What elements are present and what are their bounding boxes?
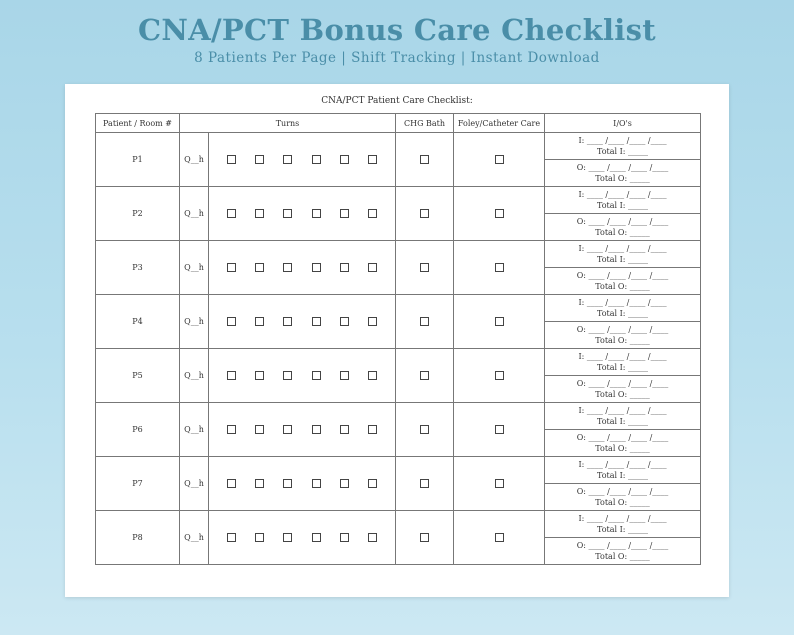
intake-line[interactable]: I: ____ /____ /____ /____ xyxy=(578,298,667,307)
page-subtitle: 8 Patients Per Page | Shift Tracking | Instant Download xyxy=(194,50,600,66)
turn-checkbox[interactable] xyxy=(283,371,292,380)
turns-cell xyxy=(209,295,396,349)
intake-total[interactable]: Total I: _____ xyxy=(597,471,649,480)
output-total[interactable]: Total O: _____ xyxy=(595,498,650,507)
intake-line[interactable]: I: ____ /____ /____ /____ xyxy=(578,514,667,523)
patient-id-cell xyxy=(96,187,180,241)
table-row xyxy=(96,295,701,349)
turns-cell xyxy=(209,457,396,511)
patient-id-cell xyxy=(96,133,180,187)
chg-bath-checkbox[interactable] xyxy=(420,317,429,326)
output-total[interactable]: Total O: _____ xyxy=(595,174,650,183)
turn-checkbox[interactable] xyxy=(340,155,349,164)
turn-checkbox[interactable] xyxy=(255,209,264,218)
chg-bath-checkbox[interactable] xyxy=(420,479,429,488)
patient-id-cell xyxy=(96,295,180,349)
turn-checkbox[interactable] xyxy=(255,533,264,542)
turn-checkbox[interactable] xyxy=(368,155,377,164)
foley-care-checkbox[interactable] xyxy=(495,155,504,164)
output-block xyxy=(545,160,700,186)
turn-checkbox[interactable] xyxy=(312,425,321,434)
checklist-table xyxy=(95,113,701,565)
patient-id: P8 xyxy=(132,533,143,542)
turn-checkbox[interactable] xyxy=(255,263,264,272)
col-patient-header: Patient / Room # xyxy=(96,114,180,133)
chg-cell xyxy=(396,133,454,187)
chg-bath-checkbox[interactable] xyxy=(420,209,429,218)
intake-line[interactable]: I: ____ /____ /____ /____ xyxy=(578,406,667,415)
output-block xyxy=(545,376,700,402)
turns-cell xyxy=(209,511,396,565)
io-cell xyxy=(545,457,701,511)
table-row xyxy=(96,511,701,565)
table-row xyxy=(96,403,701,457)
output-block xyxy=(545,268,700,294)
foley-care-checkbox[interactable] xyxy=(495,425,504,434)
table-row xyxy=(96,457,701,511)
turn-checkbox[interactable] xyxy=(283,155,292,164)
turns-cell xyxy=(209,403,396,457)
io-cell xyxy=(545,241,701,295)
turn-frequency: Q__h xyxy=(180,403,209,457)
foley-cell xyxy=(454,187,545,241)
foley-cell xyxy=(454,133,545,187)
turn-checkbox[interactable] xyxy=(227,371,236,380)
output-block xyxy=(545,214,700,240)
output-block xyxy=(545,538,700,564)
table-row xyxy=(96,349,701,403)
turn-checkbox[interactable] xyxy=(283,263,292,272)
intake-block xyxy=(545,349,700,376)
page-title: CNA/PCT Bonus Care Checklist xyxy=(138,13,656,47)
patient-id-cell xyxy=(96,403,180,457)
turn-frequency: Q__h xyxy=(180,241,209,295)
turn-checkbox[interactable] xyxy=(340,425,349,434)
output-block xyxy=(545,322,700,348)
turn-checkbox[interactable] xyxy=(312,209,321,218)
foley-cell xyxy=(454,241,545,295)
foley-cell xyxy=(454,295,545,349)
intake-total[interactable]: Total I: _____ xyxy=(597,309,649,318)
turns-cell xyxy=(209,187,396,241)
output-line[interactable]: O: ____ /____ /____ /____ xyxy=(576,163,669,172)
turns-cell xyxy=(209,133,396,187)
intake-line[interactable]: I: ____ /____ /____ /____ xyxy=(578,136,667,145)
turn-frequency: Q__h xyxy=(180,187,209,241)
patient-id-cell xyxy=(96,241,180,295)
turn-checkbox[interactable] xyxy=(340,371,349,380)
output-total[interactable]: Total O: _____ xyxy=(595,390,650,399)
turn-frequency: Q__h xyxy=(180,511,209,565)
turn-checkbox[interactable] xyxy=(368,209,377,218)
patient-id-cell xyxy=(96,457,180,511)
io-cell xyxy=(545,133,701,187)
turn-checkbox[interactable] xyxy=(255,317,264,326)
intake-block xyxy=(545,403,700,430)
output-line[interactable]: O: ____ /____ /____ /____ xyxy=(576,325,669,334)
turn-checkbox[interactable] xyxy=(312,479,321,488)
turn-checkbox[interactable] xyxy=(255,425,264,434)
turn-checkbox[interactable] xyxy=(368,425,377,434)
output-block xyxy=(545,430,700,456)
patient-id: P4 xyxy=(132,317,143,326)
io-cell xyxy=(545,349,701,403)
turn-checkbox[interactable] xyxy=(312,317,321,326)
chg-bath-checkbox[interactable] xyxy=(420,155,429,164)
table-row xyxy=(96,241,701,295)
foley-care-checkbox[interactable] xyxy=(495,479,504,488)
output-line[interactable]: O: ____ /____ /____ /____ xyxy=(576,433,669,442)
col-foley-header: Foley/Catheter Care xyxy=(454,114,545,133)
chg-cell xyxy=(396,349,454,403)
intake-total[interactable]: Total I: _____ xyxy=(597,201,649,210)
turn-frequency: Q__h xyxy=(180,133,209,187)
chg-bath-checkbox[interactable] xyxy=(420,533,429,542)
chg-cell xyxy=(396,511,454,565)
intake-total[interactable]: Total I: _____ xyxy=(597,417,649,426)
intake-line[interactable]: I: ____ /____ /____ /____ xyxy=(578,460,667,469)
io-cell xyxy=(545,511,701,565)
col-chg-header: CHG Bath xyxy=(396,114,454,133)
turn-checkbox[interactable] xyxy=(368,479,377,488)
intake-total[interactable]: Total I: _____ xyxy=(597,363,649,372)
turn-checkbox[interactable] xyxy=(255,371,264,380)
turn-checkbox[interactable] xyxy=(227,155,236,164)
turns-cell xyxy=(209,349,396,403)
foley-cell xyxy=(454,511,545,565)
turn-checkbox[interactable] xyxy=(227,263,236,272)
col-io-header: I/O's xyxy=(545,114,701,133)
patient-id: P6 xyxy=(132,425,143,434)
chg-bath-checkbox[interactable] xyxy=(420,371,429,380)
turns-cell xyxy=(209,241,396,295)
intake-total[interactable]: Total I: _____ xyxy=(597,525,649,534)
chg-cell xyxy=(396,295,454,349)
foley-cell xyxy=(454,403,545,457)
checklist-sheet xyxy=(65,84,729,597)
table-row xyxy=(96,133,701,187)
output-total[interactable]: Total O: _____ xyxy=(595,282,650,291)
output-block xyxy=(545,484,700,510)
turn-frequency: Q__h xyxy=(180,349,209,403)
table-header-row xyxy=(96,114,701,133)
io-cell xyxy=(545,187,701,241)
patient-id: P2 xyxy=(132,209,143,218)
intake-total[interactable]: Total I: _____ xyxy=(597,147,649,156)
output-total[interactable]: Total O: _____ xyxy=(595,444,650,453)
intake-block xyxy=(545,133,700,160)
chg-bath-checkbox[interactable] xyxy=(420,263,429,272)
foley-care-checkbox[interactable] xyxy=(495,533,504,542)
foley-cell xyxy=(454,457,545,511)
intake-block xyxy=(545,511,700,538)
io-cell xyxy=(545,403,701,457)
chg-cell xyxy=(396,241,454,295)
intake-line[interactable]: I: ____ /____ /____ /____ xyxy=(578,244,667,253)
chg-cell xyxy=(396,187,454,241)
patient-id: P5 xyxy=(132,371,143,380)
foley-care-checkbox[interactable] xyxy=(495,371,504,380)
turn-checkbox[interactable] xyxy=(340,263,349,272)
patient-id: P7 xyxy=(132,479,143,488)
turn-checkbox[interactable] xyxy=(283,425,292,434)
turn-checkbox[interactable] xyxy=(340,533,349,542)
table-row xyxy=(96,187,701,241)
output-total[interactable]: Total O: _____ xyxy=(595,336,650,345)
turn-checkbox[interactable] xyxy=(283,317,292,326)
output-total[interactable]: Total O: _____ xyxy=(595,552,650,561)
chg-cell xyxy=(396,403,454,457)
intake-line[interactable]: I: ____ /____ /____ /____ xyxy=(578,190,667,199)
intake-line[interactable]: I: ____ /____ /____ /____ xyxy=(578,352,667,361)
foley-care-checkbox[interactable] xyxy=(495,209,504,218)
turn-checkbox[interactable] xyxy=(255,155,264,164)
turn-checkbox[interactable] xyxy=(227,533,236,542)
foley-care-checkbox[interactable] xyxy=(495,317,504,326)
turn-checkbox[interactable] xyxy=(283,533,292,542)
turn-checkbox[interactable] xyxy=(255,479,264,488)
turn-frequency: Q__h xyxy=(180,457,209,511)
output-line[interactable]: O: ____ /____ /____ /____ xyxy=(576,217,669,226)
intake-block xyxy=(545,241,700,268)
chg-cell xyxy=(396,457,454,511)
turn-checkbox[interactable] xyxy=(312,533,321,542)
io-cell xyxy=(545,295,701,349)
output-total[interactable]: Total O: _____ xyxy=(595,228,650,237)
col-turns-header: Turns xyxy=(180,114,396,133)
output-line[interactable]: O: ____ /____ /____ /____ xyxy=(576,271,669,280)
intake-total[interactable]: Total I: _____ xyxy=(597,255,649,264)
turn-checkbox[interactable] xyxy=(312,263,321,272)
turn-checkbox[interactable] xyxy=(340,479,349,488)
turn-checkbox[interactable] xyxy=(368,317,377,326)
foley-care-checkbox[interactable] xyxy=(495,263,504,272)
turn-checkbox[interactable] xyxy=(368,533,377,542)
turn-checkbox[interactable] xyxy=(340,209,349,218)
turn-checkbox[interactable] xyxy=(312,155,321,164)
patient-id: P3 xyxy=(132,263,143,272)
turn-checkbox[interactable] xyxy=(283,479,292,488)
turn-checkbox[interactable] xyxy=(368,263,377,272)
turn-checkbox[interactable] xyxy=(227,425,236,434)
turn-checkbox[interactable] xyxy=(227,209,236,218)
sheet-title: CNA/PCT Patient Care Checklist: xyxy=(321,96,473,106)
output-line[interactable]: O: ____ /____ /____ /____ xyxy=(576,487,669,496)
turn-checkbox[interactable] xyxy=(283,209,292,218)
intake-block xyxy=(545,187,700,214)
chg-bath-checkbox[interactable] xyxy=(420,425,429,434)
turn-frequency: Q__h xyxy=(180,295,209,349)
patient-id-cell xyxy=(96,349,180,403)
intake-block xyxy=(545,295,700,322)
intake-block xyxy=(545,457,700,484)
output-line[interactable]: O: ____ /____ /____ /____ xyxy=(576,379,669,388)
turn-checkbox[interactable] xyxy=(227,317,236,326)
patient-id: P1 xyxy=(132,155,143,164)
turn-checkbox[interactable] xyxy=(368,371,377,380)
patient-id-cell xyxy=(96,511,180,565)
turn-checkbox[interactable] xyxy=(340,317,349,326)
output-line[interactable]: O: ____ /____ /____ /____ xyxy=(576,541,669,550)
foley-cell xyxy=(454,349,545,403)
turn-checkbox[interactable] xyxy=(227,479,236,488)
turn-checkbox[interactable] xyxy=(312,371,321,380)
